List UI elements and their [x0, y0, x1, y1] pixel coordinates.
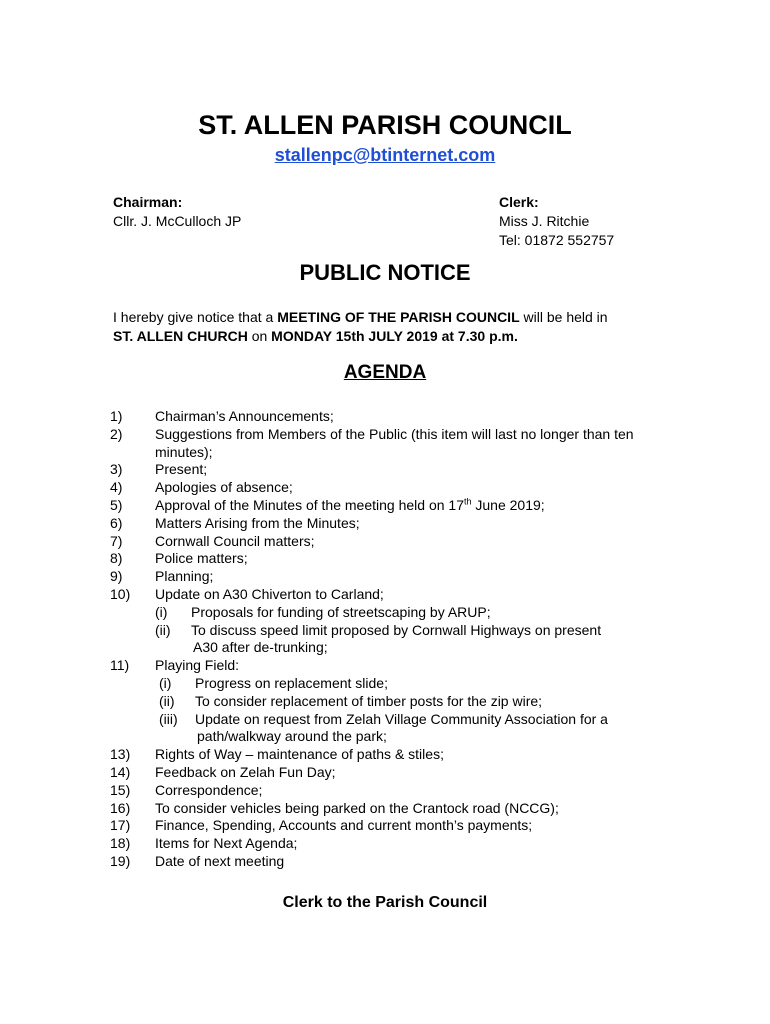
agenda-item-text-a: Approval of the Minutes of the meeting held on 17 [155, 496, 464, 513]
agenda-subitem-number: (i) [159, 674, 172, 691]
agenda-subitem [159, 693, 670, 711]
agenda-item-number: 1) [110, 408, 123, 424]
chairman-block [113, 193, 241, 231]
agenda-subitem [155, 604, 670, 622]
agenda-item-text: Chairman’s Announcements; [155, 408, 334, 424]
agenda-subitem-text: Proposals for funding of streetscaping by ARUP; [191, 603, 491, 620]
clerk-telephone: Tel: 01872 552757 [499, 232, 615, 248]
agenda-item-number: 2) [110, 425, 123, 442]
agenda-item [110, 426, 670, 462]
agenda-item-text-b: June 2019; [471, 496, 545, 513]
agenda-item-text: To consider vehicles being parked on the Crantock road (NCCG); [155, 799, 559, 816]
agenda-item [110, 782, 670, 800]
agenda-subitem-number: (ii) [155, 621, 171, 638]
agenda-item-text: Update on A30 Chiverton to Carland; [155, 585, 384, 602]
agenda-item-number: 18) [110, 835, 131, 852]
agenda-subitem [159, 675, 670, 693]
agenda-item-text: Items for Next Agenda; [155, 835, 298, 852]
agenda-item-number: 7) [110, 532, 123, 549]
agenda-subitem-text: To consider replacement of timber posts for the zip wire; [195, 692, 543, 709]
agenda-subitem-number: (i) [155, 603, 168, 620]
agenda-item-number: 14) [110, 763, 131, 780]
agenda-subitem [159, 711, 670, 747]
clerk-block [499, 193, 614, 250]
agenda-item-number: 4) [110, 479, 123, 496]
agenda-item-text: Feedback on Zelah Fun Day; [155, 763, 336, 780]
agenda-item-number: 8) [110, 550, 123, 567]
agenda-item-number: 3) [110, 461, 123, 478]
agenda-item-text: Apologies of absence; [155, 479, 293, 496]
agenda-item [110, 817, 670, 835]
agenda-item [110, 479, 670, 497]
agenda-item-number: 10) [110, 585, 131, 602]
agenda-item [110, 550, 670, 568]
agenda-subitem-text: Progress on replacement slide; [195, 674, 388, 691]
agenda-item [110, 586, 670, 657]
notice-title: PUBLIC NOTICE [299, 260, 471, 285]
notice-paragraph [113, 308, 673, 346]
council-title: ST. ALLEN PARISH COUNCIL [198, 110, 572, 140]
agenda-item-text: Police matters; [155, 550, 248, 567]
agenda-item [110, 764, 670, 782]
agenda-item [110, 746, 670, 764]
agenda-subitem-number: (ii) [159, 692, 175, 709]
agenda-subitem [155, 622, 670, 658]
signoff: Clerk to the Parish Council [282, 894, 488, 911]
agenda-item-number: 13) [110, 746, 131, 763]
agenda-item-number: 17) [110, 817, 131, 834]
agenda-item-number: 9) [110, 568, 123, 585]
ordinal-suffix: th [463, 496, 472, 507]
agenda-item [110, 461, 670, 479]
agenda-item [110, 515, 670, 533]
agenda-item [110, 835, 670, 853]
agenda-item-number: 6) [110, 514, 123, 531]
agenda-item-number: 15) [110, 781, 131, 798]
agenda-item-text: Suggestions from Members of the Public (this item will last no longer than ten minutes); [155, 425, 634, 460]
agenda-subitem-continuation: path/walkway around the park; [197, 728, 387, 745]
agenda-subitem-number: (iii) [159, 710, 178, 727]
agenda-item-text: Matters Arising from the Minutes; [155, 514, 360, 531]
agenda-item-number: 19) [110, 852, 131, 869]
agenda-item-text: Present; [155, 461, 208, 478]
notice-meeting: MEETING OF THE PARISH COUNCIL [277, 309, 520, 325]
chairman-role: Chairman: [113, 194, 183, 210]
agenda-item-text: Playing Field: [155, 657, 240, 674]
notice-text-3: on [247, 328, 272, 344]
notice-text-2: will be held in [519, 309, 608, 325]
agenda-title: AGENDA [343, 362, 427, 383]
notice-venue: ST. ALLEN CHURCH [113, 328, 248, 344]
agenda-subitem-text: To discuss speed limit proposed by Cornwall Highways on present [191, 621, 602, 638]
clerk-name: Miss J. Ritchie [499, 213, 590, 229]
notice-date: MONDAY 15th JULY 2019 at 7.30 p.m. [271, 328, 518, 344]
agenda-list [110, 408, 670, 871]
agenda-item-text: Correspondence; [155, 781, 263, 798]
agenda-item-text: Rights of Way – maintenance of paths & stiles; [155, 746, 444, 763]
agenda-item-number: 11) [110, 657, 130, 674]
agenda-item-number: 16) [110, 799, 131, 816]
chairman-name: Cllr. J. McCulloch JP [113, 213, 242, 229]
agenda-item-text: Planning; [155, 568, 214, 585]
agenda-item [110, 657, 670, 746]
agenda-item-number: 5) [110, 496, 123, 513]
agenda-item-text: Date of next meeting [155, 852, 285, 869]
agenda-item-text: Cornwall Council matters; [155, 532, 315, 549]
agenda-item [110, 800, 670, 818]
email-link[interactable]: stallenpc@btinternet.com [274, 145, 496, 165]
agenda-item [110, 533, 670, 551]
agenda-subitem-text: Update on request from Zelah Village Community Association for a [195, 710, 608, 727]
clerk-role: Clerk: [499, 194, 539, 210]
agenda-item [110, 408, 670, 426]
agenda-item [110, 853, 670, 871]
notice-text-1: I hereby give notice that a [113, 309, 278, 325]
agenda-item-text: Finance, Spending, Accounts and current month’s payments; [155, 817, 533, 834]
agenda-subitem-continuation: A30 after de-trunking; [193, 639, 328, 656]
agenda-item [110, 568, 670, 586]
agenda-item [110, 497, 670, 515]
